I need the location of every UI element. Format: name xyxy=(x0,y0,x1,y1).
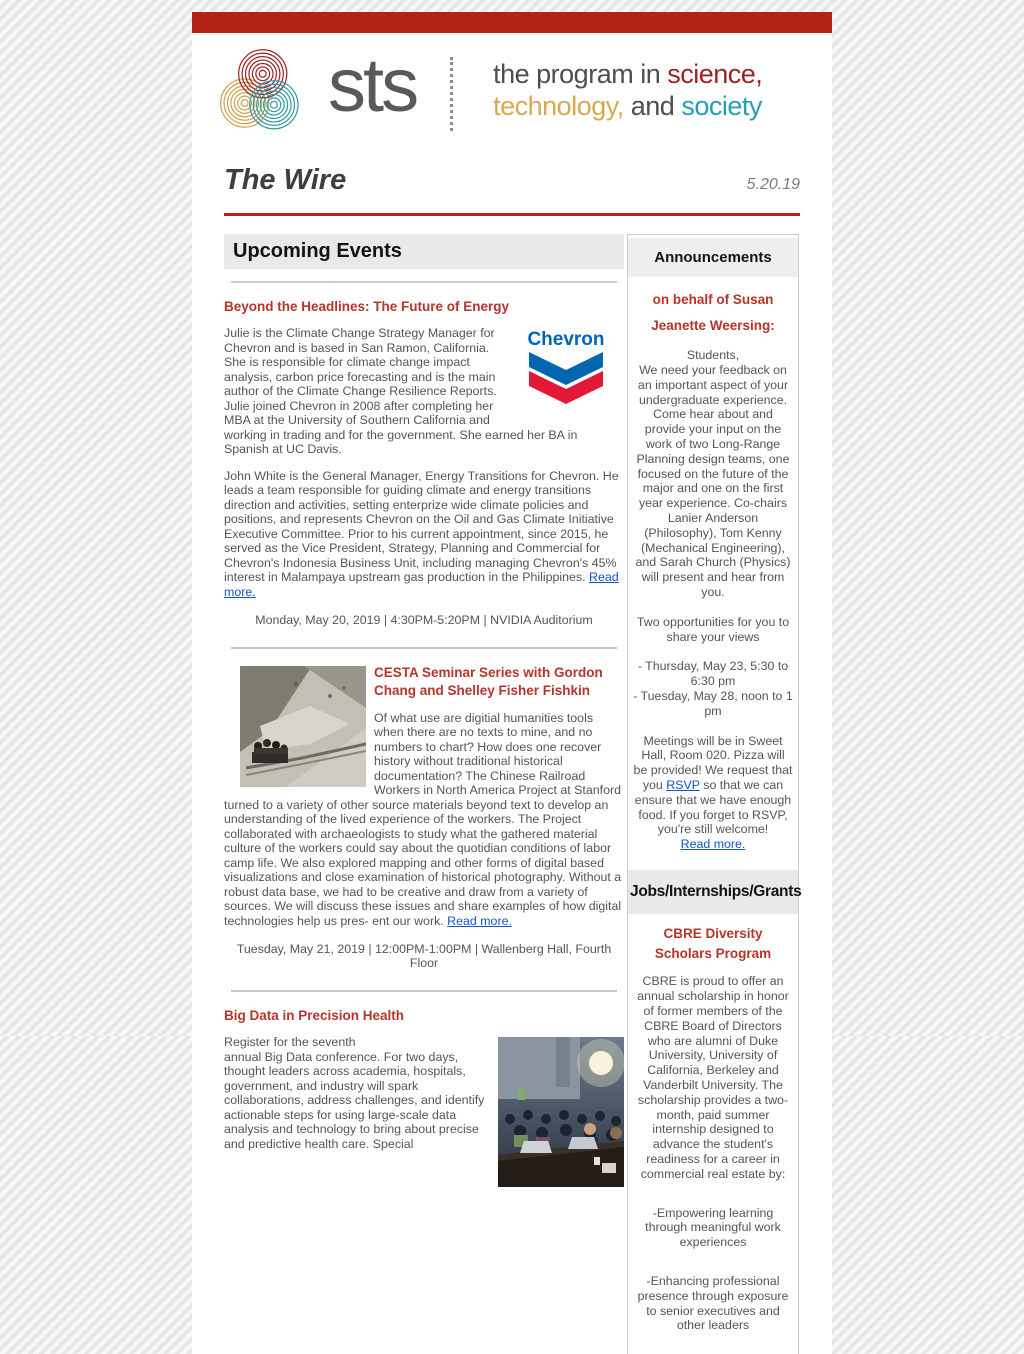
striped-background xyxy=(0,12,1024,1333)
read-more-link[interactable]: Read more. xyxy=(224,570,619,599)
upcoming-events-header: Upcoming Events xyxy=(224,234,624,269)
announcement-text: CBRE is proud to offer an annual scholarship in honor of former members of the CBRE Board of Directors who are alumni of Duke University, University of California, Berkeley and Vanderbilt University. The scholarship provides a two-month, paid summer internship designed to advance the student's readiness for a career in commercial real estate by: xyxy=(637,974,789,1181)
event-text: annual Big Data conference. For two days, thought leaders across academia, hospitals, government, and industry will spark collaborations, address challenges, and identify actionable steps for using large-scale data analysis and technology to bring about precise and predictive health care. Special xyxy=(224,1049,485,1151)
announcement-line: Meetings will be in Sweet Hall, Room 020. Pizza will be provided! We request that you xyxy=(633,733,793,792)
section-divider xyxy=(231,990,617,992)
announcement-line: so that we can ensure that we have enough food. If you forget to RSVP, you're still welcome! xyxy=(634,778,792,837)
content-columns xyxy=(192,216,832,1354)
announcement-line: - Thursday, May 23, 5:30 to 6:30 pm xyxy=(637,659,789,689)
announcement-text xyxy=(633,659,793,718)
events-column xyxy=(224,234,624,1191)
brand-header xyxy=(192,33,832,148)
announcement-text: -Enhancing professional presence through exposure to senior executives and other leaders xyxy=(637,1274,789,1333)
read-more-link[interactable]: Read more. xyxy=(447,913,512,928)
dotted-divider xyxy=(450,57,453,131)
masthead xyxy=(192,148,832,197)
event-cesta-seminar xyxy=(224,664,624,970)
read-more-link[interactable]: Read more. xyxy=(680,837,746,852)
event-title: Big Data in Precision Health xyxy=(224,1008,405,1024)
announcements-column xyxy=(627,234,802,1354)
event-paragraph: Julie is the Climate Change Strategy Manager for Chevron and is based in San Ramon, California. She is responsible for climate change impact analysis, carbon price forecasting and is the main author of the Climate Change Resilience Reports. Julie joined Chevron in 2008 after completing her MBA at the University of Southern California and working in trading and for the government. She earned her BA in Spanish at UC Davis. xyxy=(224,326,578,457)
sts-rings-logo-icon xyxy=(218,45,304,142)
event-text: John White is the General Manager, Energy Transitions for Chevron. He leads a team responsible for guiding climate and energy transitions direction and activities, setting enterprize wide climate policies and positions, and represents Chevron on the Oil and Gas Climate Initiative Executive Committee. Prior to his current appointment, since 2015, he served as the Vice President, Strategy, Planning and Commercial for Chevron's Indonesia Business Unit, including managing Chevron's 45% interest in Malampaya upstream gas production in the Philippines. xyxy=(224,468,619,585)
event-title: Beyond the Headlines: The Future of Energy xyxy=(224,299,510,314)
tagline-science: science, xyxy=(667,59,763,90)
announcement-text xyxy=(633,734,793,852)
tagline-society: society xyxy=(681,90,762,121)
big-data-conference-photo xyxy=(498,1037,624,1187)
event-text: Register for the seventh xyxy=(224,1035,356,1050)
announcement-line: We need your feedback on an important aspect of your undergraduate experience. Come hear about and provide your input on the work of two Long-Range Planning design teams, one focused on the future of the major and one on the first year experience. Co-chairs Lanier Anderson (Philosophy), Tom Kenny (Mechanical Engineering), and Sarah Church (Physics) will present and hear from you. xyxy=(635,363,791,600)
event-datetime: Monday, May 20, 2019 | 4:30PM-5:20PM | NVIDIA Auditorium xyxy=(255,613,593,628)
announcements-header: Announcements xyxy=(628,238,798,277)
section-divider xyxy=(231,647,617,649)
event-title: CESTA Seminar Series with Gordon Chang and Shelley Fisher Fishkin xyxy=(374,665,603,699)
program-tagline xyxy=(493,59,762,122)
event-paragraph xyxy=(224,469,624,600)
event-big-data xyxy=(224,1007,624,1151)
announcement-line: Students, xyxy=(686,348,740,363)
event-text: Of what use are digitial humanities tools when there are no texts to mine, and no numbers to chart? How does one recover history without traditional historical documentation? The Chinese Railroad Workers in North America Project at Stanford turned to a variety of other source materials beyond text to develop an understanding of the lived experience of the workers. The Project collaborated with archaeologists to study what the gathered material culture of the workers could say about the quotidian conditions of labor camp life. We also explored mapping and other forms of digital based visualizations and close examination of historical photography. Without a robust data base, we had to be creative and draw from a variety of sources. We will discuss these issues and share examples of how digital technologies help us pres- ent our work. xyxy=(224,710,622,928)
top-red-bar xyxy=(192,12,832,33)
announcement-text: -Empowering learning through meaningful work experiences xyxy=(645,1205,781,1250)
tagline-technology: technology, xyxy=(493,90,624,121)
rsvp-link[interactable]: RSVP xyxy=(666,778,700,792)
chevron-logo-text: Chevron xyxy=(527,329,605,351)
event-beyond-headlines xyxy=(224,298,624,627)
tagline-part: the program in xyxy=(493,59,661,90)
sts-wordmark: sts xyxy=(328,43,417,128)
announcement-line: - Tuesday, May 28, noon to 1 pm xyxy=(633,689,793,718)
announcement-subhead: on behalf of Susan Jeanette Weersing: xyxy=(651,292,775,333)
newsletter-title: The Wire xyxy=(224,164,347,196)
tagline-part: and xyxy=(630,90,675,121)
event-datetime: Tuesday, May 21, 2019 | 12:00PM-1:00PM | Wallenberg Hall, Fourth Floor xyxy=(236,942,612,971)
announcement-text xyxy=(633,348,793,600)
section-divider xyxy=(231,281,617,283)
issue-date: 5.20.19 xyxy=(746,176,800,193)
cesta-railroad-photo xyxy=(240,666,366,787)
newsletter-page xyxy=(192,33,832,1354)
jobs-internships-grants-header: Jobs/Internships/Grants xyxy=(628,870,798,914)
announcement-text: Two opportunities for you to share your views xyxy=(636,614,790,644)
chevron-logo xyxy=(522,328,610,410)
cbre-program-title: CBRE Diversity Scholars Program xyxy=(654,925,772,962)
